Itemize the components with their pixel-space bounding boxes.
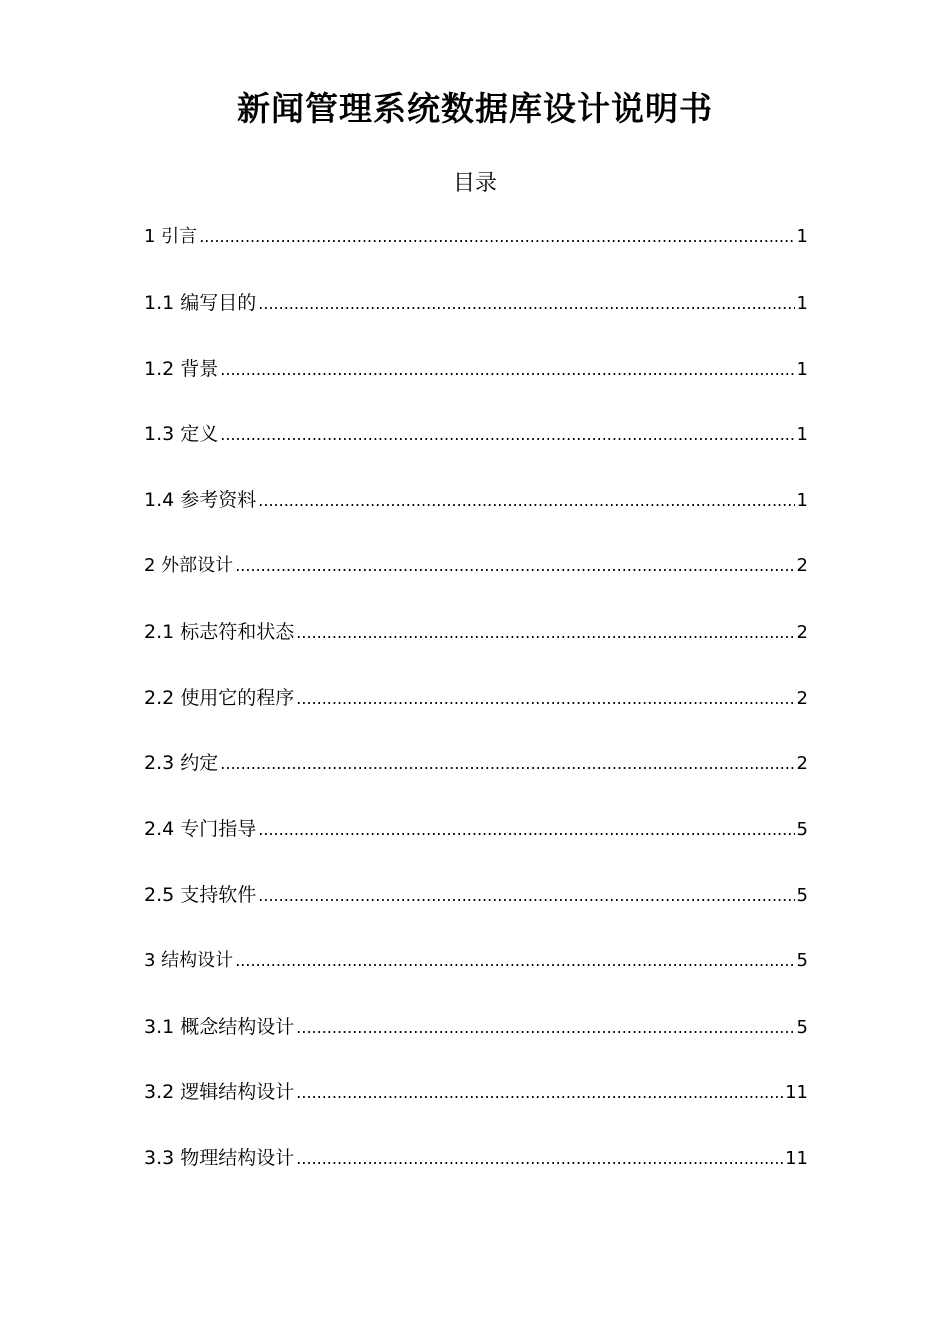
toc-entry[interactable] [144, 878, 808, 944]
toc-entry-page-number: 2 [796, 621, 808, 643]
toc-dot-leader [258, 879, 794, 913]
toc-entry[interactable] [144, 746, 808, 812]
toc-entry-page-number: 5 [796, 1016, 808, 1038]
toc-entry-label: 2.3 约定 [144, 752, 219, 775]
toc-entry-label: 3.2 逻辑结构设计 [144, 1081, 295, 1104]
toc-entry-page-number: 1 [796, 490, 808, 512]
toc-entry[interactable] [144, 286, 808, 352]
toc-entry-page-number: 5 [796, 949, 808, 971]
toc-entry[interactable] [144, 549, 808, 615]
toc-entry[interactable] [144, 483, 808, 549]
toc-entry-page-number: 1 [796, 424, 808, 446]
toc-dot-leader [220, 418, 794, 452]
toc-entry[interactable] [144, 615, 808, 681]
toc-entry[interactable] [144, 1141, 808, 1207]
toc-dot-leader [220, 353, 794, 387]
toc-dot-leader [296, 1011, 794, 1045]
toc-entry[interactable] [144, 681, 808, 747]
table-of-contents [144, 220, 808, 1207]
toc-entry-label: 2.2 使用它的程序 [144, 686, 295, 709]
toc-entry-page-number: 1 [796, 358, 808, 380]
toc-dot-leader [258, 484, 794, 518]
toc-entry-page-number: 11 [785, 1148, 808, 1170]
toc-entry-label: 3.1 概念结构设计 [144, 1015, 295, 1038]
toc-entry-label: 1.1 编写目的 [144, 291, 257, 314]
toc-entry-page-number: 2 [796, 554, 808, 576]
toc-dot-leader [235, 944, 794, 978]
toc-entry-page-number: 5 [796, 819, 808, 841]
toc-entry-label: 2.1 标志符和状态 [144, 620, 295, 643]
toc-entry-page-number: 1 [796, 226, 808, 247]
toc-dot-leader [296, 682, 794, 716]
toc-dot-leader [296, 616, 794, 650]
toc-dot-leader [199, 220, 794, 254]
toc-entry-page-number: 5 [796, 884, 808, 906]
toc-entry-label: 1.2 背景 [144, 357, 219, 380]
toc-entry-label: 1.4 参考资料 [144, 489, 257, 512]
toc-entry[interactable] [144, 1010, 808, 1076]
toc-dot-leader [296, 1076, 783, 1110]
toc-entry-page-number: 2 [796, 753, 808, 775]
toc-entry-page-number: 1 [796, 292, 808, 314]
toc-entry[interactable] [144, 352, 808, 418]
toc-entry-label: 2 外部设计 [144, 554, 234, 576]
toc-entry-page-number: 2 [796, 687, 808, 709]
toc-dot-leader [235, 549, 794, 583]
toc-dot-leader [296, 1142, 783, 1176]
toc-dot-leader [258, 287, 794, 321]
toc-entry[interactable] [144, 944, 808, 1010]
toc-entry-label: 1 引言 [144, 226, 198, 247]
toc-dot-leader [258, 813, 794, 847]
toc-entry-page-number: 11 [785, 1082, 808, 1104]
toc-entry-label: 3 结构设计 [144, 949, 234, 971]
toc-entry[interactable] [144, 220, 808, 286]
toc-dot-leader [220, 747, 794, 781]
toc-entry[interactable] [144, 1075, 808, 1141]
toc-entry[interactable] [144, 417, 808, 483]
document-title: 新闻管理系统数据库设计说明书 [237, 89, 713, 128]
toc-entry-label: 2.4 专门指导 [144, 818, 257, 841]
toc-entry-label: 3.3 物理结构设计 [144, 1147, 295, 1170]
toc-heading: 目录 [452, 171, 497, 196]
toc-entry-label: 2.5 支持软件 [144, 883, 257, 906]
toc-entry-label: 1.3 定义 [144, 423, 219, 446]
toc-entry[interactable] [144, 812, 808, 878]
